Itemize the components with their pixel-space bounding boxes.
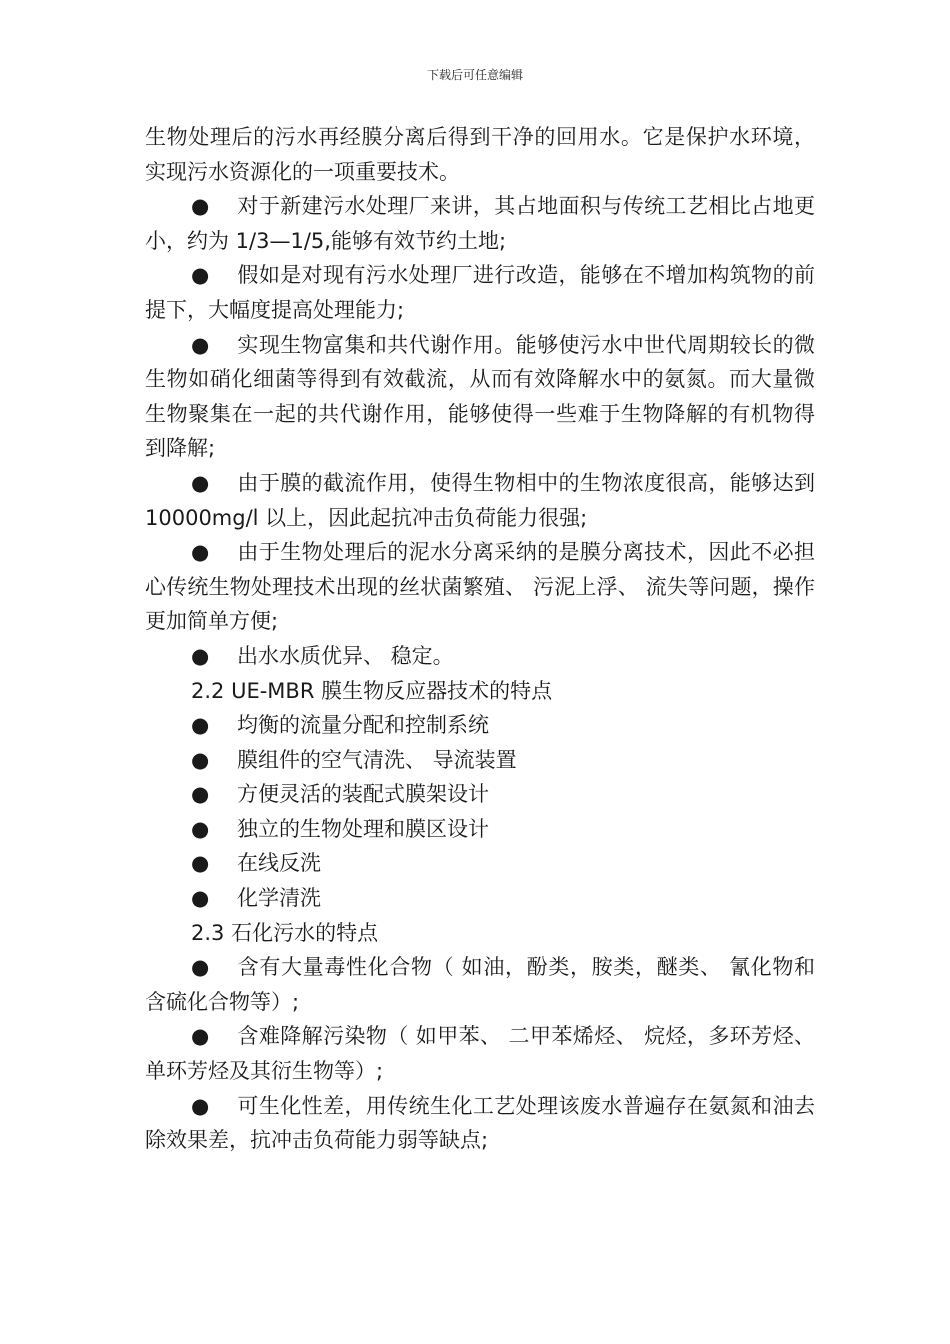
bullet-text: 假如是对现有污水处理厂进行改造，能够在不增加构筑物的前提下，大幅度提高处理能力; [145,263,815,322]
bullet-icon: ● [191,851,210,876]
bullet-icon: ● [191,886,210,911]
document-body [145,120,815,1158]
bullet-icon: ● [191,1024,210,1049]
bullet-text: 独立的生物处理和膜区设计 [237,816,489,841]
bullet-text: 膜组件的空气清洗、 导流装置 [237,747,517,772]
bullet-text: 对于新建污水处理厂来讲，其占地面积与传统工艺相比占地更小，约为 1/3—1/5,能够有效节约土地; [145,194,815,253]
bullet-icon: ● [191,1093,210,1118]
bullet-text: 均衡的流量分配和控制系统 [237,713,489,738]
bullet-text: 可生化性差，用传统生化工艺处理该废水普遍存在氨氮和油去除效果差，抗冲击负荷能力弱等缺点; [145,1093,815,1153]
bullet-paragraph [145,1019,815,1088]
bullet-paragraph [145,950,815,1019]
section-heading: 2.2 UE-MBR 膜生物反应器技术的特点 [191,678,553,703]
bullet-text: 实现生物富集和共代谢作用。能够使污水中世代周期较长的微生物如硝化细菌等得到有效截流，从而有效降解水中的氨氮。而大量微生物聚集在一起的共代谢作用，能够使得一些难于生物降解的有机物得到降解; [145,332,815,461]
bullet-paragraph [145,535,815,639]
bullet-icon: ● [191,955,210,980]
bullet-paragraph [145,1089,815,1158]
bullet-item [145,777,815,812]
bullet-text: 含有大量毒性化合物（ 如油，酚类，胺类，醚类、 氰化物和含硫化合物等）; [145,955,815,1014]
bullet-icon: ● [191,747,210,772]
bullet-item [145,881,815,916]
bullet-icon: ● [191,540,210,565]
bullet-icon: ● [191,782,210,807]
bullet-text: 在线反洗 [237,851,321,876]
bullet-text: 由于生物处理后的泥水分离采纳的是膜分离技术，因此不必担心传统生物处理技术出现的丝状菌繁殖、 污泥上浮、 流失等问题，操作更加简单方便; [145,540,815,634]
bullet-icon: ● [191,643,210,668]
section-heading: 2.3 石化污水的特点 [191,920,379,945]
bullet-icon: ● [191,194,210,219]
bullet-text: 化学清洗 [237,886,321,911]
bullet-icon: ● [191,332,210,357]
bullet-text: 由于膜的截流作用，使得生物相中的生物浓度很高，能够达到 10000mg/l 以上，因此起抗冲击负荷能力很强; [145,470,815,530]
bullet-text: 含难降解污染物（ 如甲苯、 二甲苯烯烃、 烷烃，多环芳烃、 单环芳烃及其衍生物等）; [145,1024,815,1084]
bullet-icon: ● [191,263,210,288]
bullet-text: 方便灵活的装配式膜架设计 [237,782,489,807]
bullet-paragraph [145,466,815,535]
page-header: 下载后可任意编辑 [426,68,523,82]
bullet-item [145,812,815,847]
bullet-paragraph [145,189,815,258]
bullet-paragraph [145,258,815,327]
bullet-icon: ● [191,470,210,495]
bullet-item [145,846,815,881]
bullet-paragraph [145,328,815,466]
bullet-item [145,708,815,743]
bullet-item [145,639,815,674]
paragraph: 生物处理后的污水再经膜分离后得到干净的回用水。它是保护水环境，实现污水资源化的一项重要技术。 [145,125,815,184]
bullet-text: 出水水质优异、 稳定。 [237,643,454,668]
bullet-icon: ● [191,816,210,841]
bullet-icon: ● [191,713,210,738]
bullet-item [145,743,815,778]
